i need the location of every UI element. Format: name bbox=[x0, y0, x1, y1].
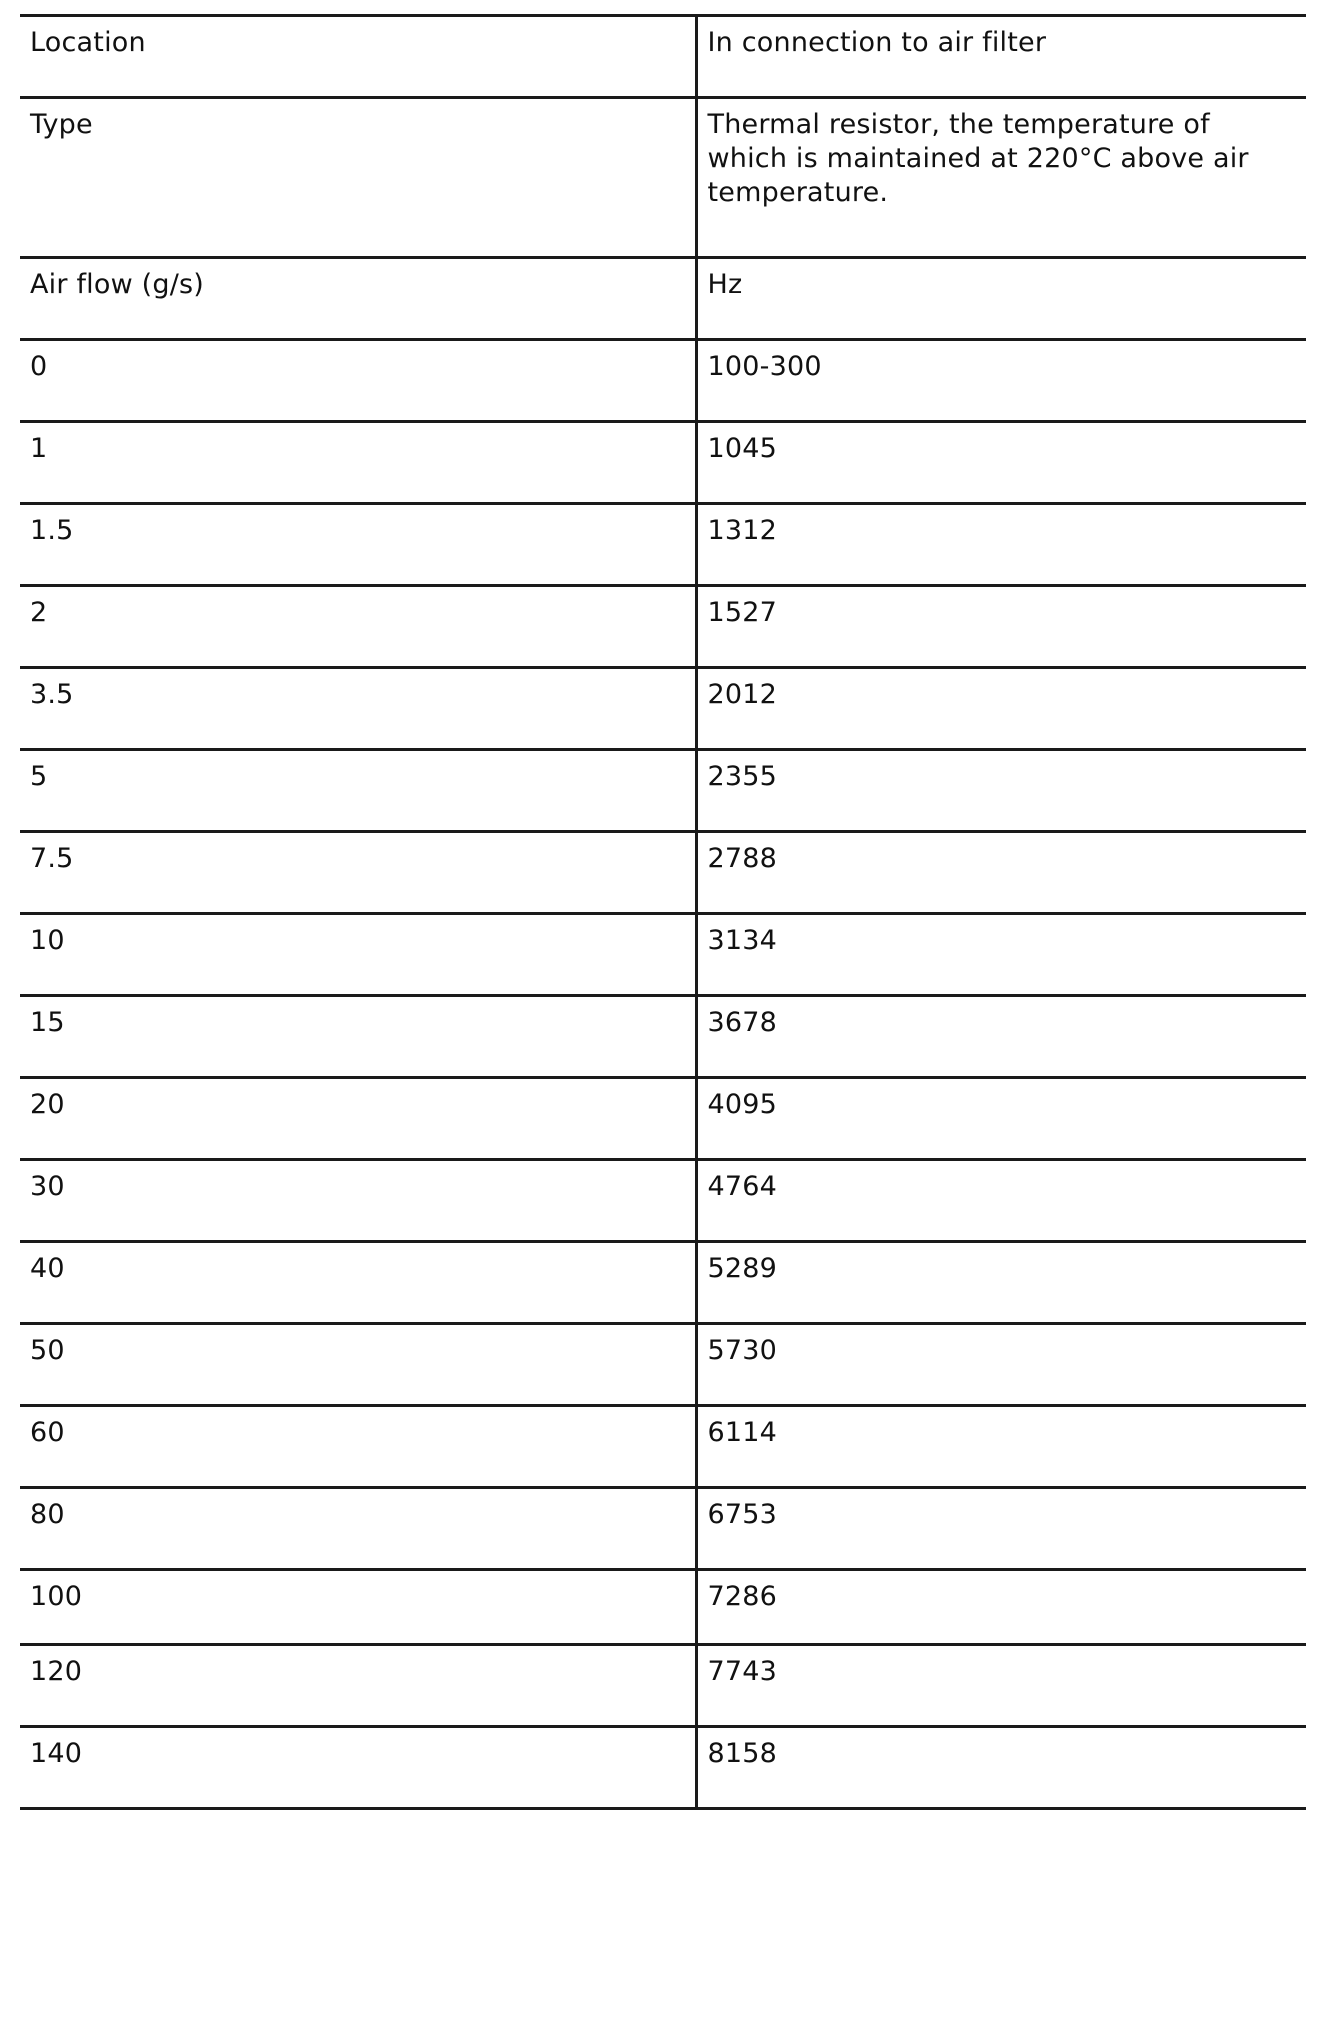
table-row bbox=[20, 1570, 1306, 1645]
hz-header: Hz bbox=[696, 258, 1306, 340]
hz-cell: 100-300 bbox=[696, 340, 1306, 422]
hz-cell: 6753 bbox=[696, 1488, 1306, 1570]
hz-cell: 2012 bbox=[696, 668, 1306, 750]
hz-cell: 5730 bbox=[696, 1324, 1306, 1406]
type-row bbox=[20, 98, 1306, 258]
air-flow-cell: 120 bbox=[20, 1645, 696, 1727]
air-flow-cell: 50 bbox=[20, 1324, 696, 1406]
table-row bbox=[20, 996, 1306, 1078]
type-label: Type bbox=[20, 98, 696, 258]
hz-cell: 3134 bbox=[696, 914, 1306, 996]
table-row bbox=[20, 832, 1306, 914]
air-flow-cell: 140 bbox=[20, 1727, 696, 1809]
column-header-row bbox=[20, 258, 1306, 340]
table-row bbox=[20, 668, 1306, 750]
air-flow-spec-table bbox=[20, 14, 1306, 1810]
table-row bbox=[20, 586, 1306, 668]
air-flow-cell: 1.5 bbox=[20, 504, 696, 586]
hz-cell: 7743 bbox=[696, 1645, 1306, 1727]
table-row bbox=[20, 340, 1306, 422]
air-flow-header: Air flow (g/s) bbox=[20, 258, 696, 340]
location-value: In connection to air filter bbox=[696, 16, 1306, 98]
type-value: Thermal resistor, the temperature of which is maintained at 220°C above air temperature. bbox=[696, 98, 1306, 258]
hz-cell: 6114 bbox=[696, 1406, 1306, 1488]
air-flow-cell: 3.5 bbox=[20, 668, 696, 750]
hz-cell: 1527 bbox=[696, 586, 1306, 668]
table-row bbox=[20, 1406, 1306, 1488]
location-label: Location bbox=[20, 16, 696, 98]
air-flow-cell: 7.5 bbox=[20, 832, 696, 914]
air-flow-cell: 20 bbox=[20, 1078, 696, 1160]
hz-cell: 4764 bbox=[696, 1160, 1306, 1242]
table-row bbox=[20, 504, 1306, 586]
air-flow-cell: 80 bbox=[20, 1488, 696, 1570]
air-flow-cell: 5 bbox=[20, 750, 696, 832]
table-row bbox=[20, 422, 1306, 504]
table-row bbox=[20, 750, 1306, 832]
table-row bbox=[20, 914, 1306, 996]
hz-cell: 7286 bbox=[696, 1570, 1306, 1645]
table-row bbox=[20, 1727, 1306, 1809]
air-flow-cell: 40 bbox=[20, 1242, 696, 1324]
table-row bbox=[20, 1160, 1306, 1242]
hz-cell: 1312 bbox=[696, 504, 1306, 586]
table-row bbox=[20, 1645, 1306, 1727]
air-flow-cell: 10 bbox=[20, 914, 696, 996]
hz-cell: 5289 bbox=[696, 1242, 1306, 1324]
location-row bbox=[20, 16, 1306, 98]
hz-cell: 1045 bbox=[696, 422, 1306, 504]
air-flow-cell: 100 bbox=[20, 1570, 696, 1645]
hz-cell: 2788 bbox=[696, 832, 1306, 914]
hz-cell: 2355 bbox=[696, 750, 1306, 832]
air-flow-cell: 30 bbox=[20, 1160, 696, 1242]
table-row bbox=[20, 1488, 1306, 1570]
table-row bbox=[20, 1078, 1306, 1160]
hz-cell: 4095 bbox=[696, 1078, 1306, 1160]
air-flow-cell: 0 bbox=[20, 340, 696, 422]
air-flow-cell: 60 bbox=[20, 1406, 696, 1488]
table-row bbox=[20, 1324, 1306, 1406]
air-flow-cell: 15 bbox=[20, 996, 696, 1078]
hz-cell: 8158 bbox=[696, 1727, 1306, 1809]
air-flow-cell: 1 bbox=[20, 422, 696, 504]
air-flow-cell: 2 bbox=[20, 586, 696, 668]
hz-cell: 3678 bbox=[696, 996, 1306, 1078]
table-row bbox=[20, 1242, 1306, 1324]
